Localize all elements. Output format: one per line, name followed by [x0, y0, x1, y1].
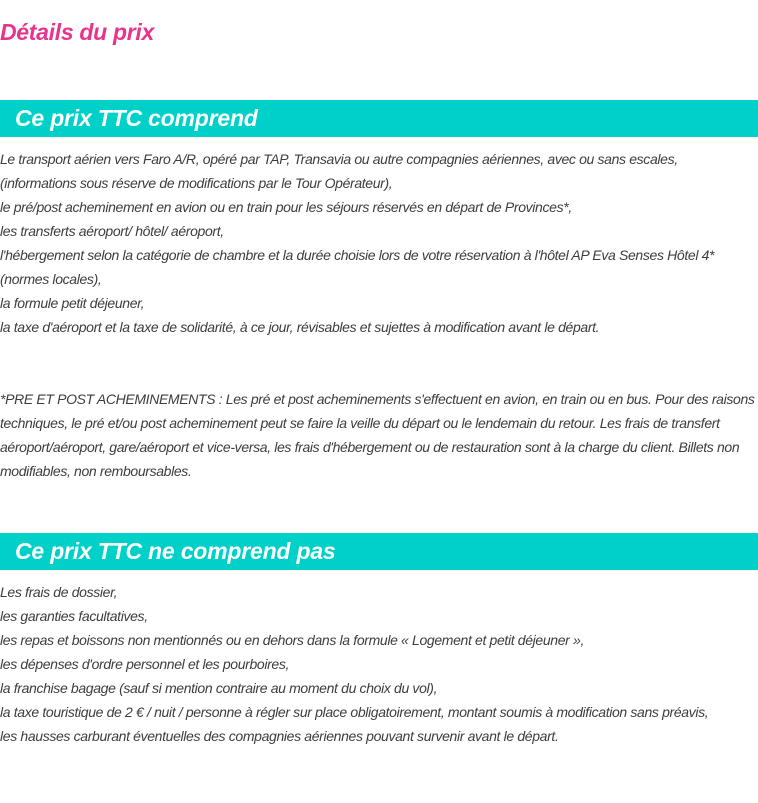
included-item: la taxe d'aéroport et la taxe de solidarité, à ce jour, révisables et sujettes à modification avant le départ.: [0, 319, 600, 335]
not-included-item: Les frais de dossier,: [0, 584, 118, 600]
included-item: Le transport aérien vers Faro A/R, opéré par TAP, Transavia ou autre compagnies aériennes, avec ou sans escales, (informations sous réserve de modifications par le Tour Opérateur),: [0, 151, 678, 191]
not-included-item: les repas et boissons non mentionnés ou en dehors dans la formule « Logement et petit déjeuner »,: [0, 632, 585, 648]
included-item: les transferts aéroport/ hôtel/ aéroport,: [0, 223, 224, 239]
included-item: la formule petit déjeuner,: [0, 295, 145, 311]
not-included-item: les garanties facultatives,: [0, 608, 148, 624]
included-item: l'hébergement selon la catégorie de chambre et la durée choisie lors de votre réservation à l'hôtel AP Eva Senses Hôtel 4* (normes locales),: [0, 247, 715, 287]
not-included-item: les dépenses d'ordre personnel et les pourboires,: [0, 656, 290, 672]
included-heading: Ce prix TTC comprend: [15, 105, 258, 131]
included-list: [0, 147, 756, 339]
page-title: Détails du prix: [0, 19, 154, 45]
acheminement-note: [0, 387, 756, 483]
not-included-list: [0, 580, 756, 748]
not-included-heading: Ce prix TTC ne comprend pas: [15, 538, 336, 564]
not-included-item: la franchise bagage (sauf si mention contraire au moment du choix du vol),: [0, 680, 438, 696]
not-included-item: la taxe touristique de 2 € / nuit / personne à régler sur place obligatoirement, montant soumis à modification sans préavis,: [0, 704, 709, 720]
not-included-section-header: [0, 533, 758, 570]
acheminement-note-text: *PRE ET POST ACHEMINEMENTS : Les pré et post acheminements s'effectuent en avion, en train ou en bus. Pour des raisons techniques, le pré et/ou post acheminement peut se faire la veille du départ ou le lendemain du retour. Les frais de transfert aéroport/aéroport, gare/aéroport et vice-versa, les frais d'hébergement ou de restauration sont à la charge du client. Billets non modifiables, non remboursables.: [0, 391, 755, 479]
included-section-header: [0, 100, 758, 137]
included-item: le pré/post acheminement en avion ou en train pour les séjours réservés en départ de Provinces*,: [0, 199, 572, 215]
not-included-item: les hausses carburant éventuelles des compagnies aériennes pouvant survenir avant le départ.: [0, 728, 559, 744]
